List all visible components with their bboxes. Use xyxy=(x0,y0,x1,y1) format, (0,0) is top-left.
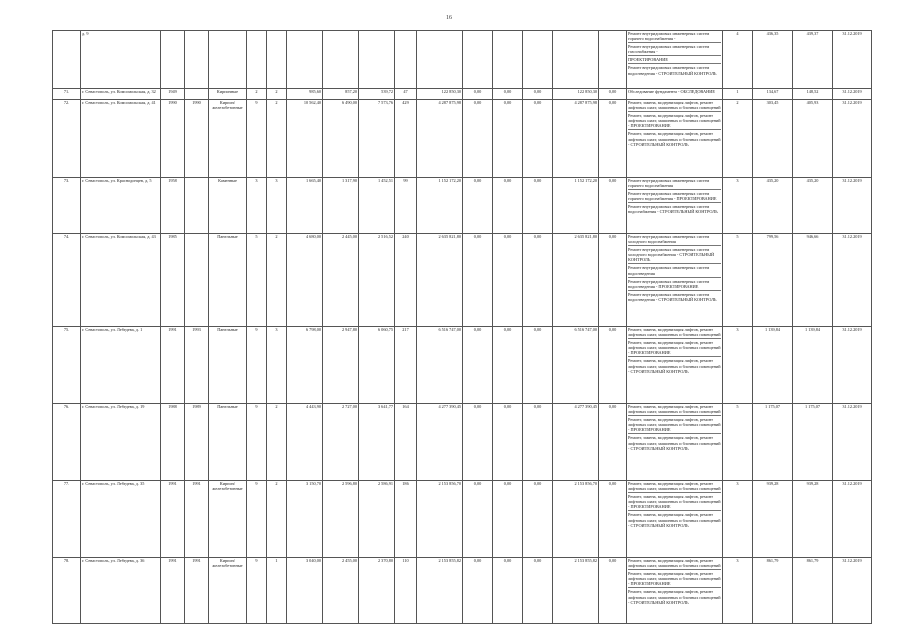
stage-cell: 1 xyxy=(723,89,753,100)
total-area-cell: 4 680,00 xyxy=(287,234,323,327)
federal-funds-cell: 0,00 xyxy=(463,234,493,327)
total-cost-cell: 1 152 172,20 xyxy=(417,178,463,234)
work-item: Ремонт, замена, модернизация лифтов, ремонт лифтовых шахт, машинных и блочных помещений - ПРОЕКТИРОВАНИЕ xyxy=(628,417,721,434)
year-built-cell: 1991 xyxy=(161,558,185,624)
entrances-cell: 2 xyxy=(267,89,287,100)
year-renovated-cell xyxy=(185,89,209,100)
regional-funds-cell: 0,00 xyxy=(493,234,523,327)
year-renovated-cell xyxy=(185,31,209,89)
stage-cell: 3 xyxy=(723,481,753,558)
floors-cell xyxy=(247,31,267,89)
limit-cost-cell: 1 139,84 xyxy=(753,327,793,404)
deadline-cell: 31.12.2019 xyxy=(833,234,872,327)
address-cell: г. Севастополь, ул. Комсомольская, д. 41 xyxy=(81,100,161,178)
work-item: Ремонт, замена, модернизация лифтов, ремонт лифтовых шахт, машинных и блочных помещений - ПРОЕКТИРОВАНИЕ xyxy=(628,494,721,511)
works-list-cell xyxy=(627,481,723,558)
entrances-cell: 2 xyxy=(267,234,287,327)
limit-cost-cell: 436,35 xyxy=(753,31,793,89)
total-cost-cell: 2 153 855,82 xyxy=(417,558,463,624)
year-renovated-cell: 1990 xyxy=(185,100,209,178)
work-item: Ремонт внутридомовых инженерных систем водоотведения - СТРОИТЕЛЬНЫЙ КОНТРОЛЬ xyxy=(628,291,717,302)
max-cost-cell: 939,28 xyxy=(793,481,833,558)
federal-funds-cell xyxy=(463,31,493,89)
work-item: Ремонт, замена, модернизация лифтов, ремонт лифтовых шахт, машинных и блочных помещений xyxy=(628,558,721,570)
total-area-cell: 4 443,90 xyxy=(287,404,323,481)
work-item: Ремонт, замена, модернизация лифтов, ремонт лифтовых шахт, машинных и блочных помещений - СТРОИТЕЛЬНЫЙ КОНТРОЛЬ xyxy=(628,512,721,528)
floors-cell: 9 xyxy=(247,404,267,481)
residents-cell: 164 xyxy=(395,404,417,481)
local-funds-cell xyxy=(523,31,553,89)
deadline-cell: 31.12.2019 xyxy=(833,178,872,234)
row-number xyxy=(53,31,81,89)
limit-cost-cell: 303,45 xyxy=(753,100,793,178)
owned-area-cell: 2 370,80 xyxy=(359,558,395,624)
works-list-cell xyxy=(627,327,723,404)
floors-cell: 5 xyxy=(247,234,267,327)
year-renovated-cell: 1993 xyxy=(185,327,209,404)
table-row xyxy=(53,327,872,404)
owners-funds-cell: 4 287 875,98 xyxy=(553,100,599,178)
work-item: Ремонт внутридомовых инженерных систем холодного водоснабжения xyxy=(628,234,721,246)
row-number: 78. xyxy=(53,558,81,624)
living-area-cell: 2 727,00 xyxy=(323,404,359,481)
floors-cell: 9 xyxy=(247,558,267,624)
year-built-cell: 1958 xyxy=(161,178,185,234)
limit-cost-cell: 134,67 xyxy=(753,89,793,100)
limit-cost-cell: 435,20 xyxy=(753,178,793,234)
wall-material-cell: Кирпич/ железобетонные xyxy=(209,558,247,624)
owners-funds-cell: 2 153 855,82 xyxy=(553,558,599,624)
stage-cell: 3 xyxy=(723,558,753,624)
work-item: Ремонт внутридомовых инженерных систем горячего водоснабжения xyxy=(628,178,721,190)
year-renovated-cell: 1991 xyxy=(185,481,209,558)
entrances-cell: 3 xyxy=(267,327,287,404)
specific-cost-cell: 0,00 xyxy=(599,100,627,178)
wall-material-cell: Кирпич/ железобетонные xyxy=(209,481,247,558)
stage-cell: 3 xyxy=(723,178,753,234)
works-list-cell xyxy=(627,100,723,178)
floors-cell: 2 xyxy=(247,89,267,100)
living-area-cell: 1 317,90 xyxy=(323,178,359,234)
local-funds-cell: 0,00 xyxy=(523,89,553,100)
wall-material-cell: Панельные xyxy=(209,234,247,327)
federal-funds-cell: 0,00 xyxy=(463,558,493,624)
row-number: 73. xyxy=(53,178,81,234)
works-list-cell xyxy=(627,89,723,100)
address-cell: г. Севастополь, ул. Лебедева, д. 19 xyxy=(81,404,161,481)
table-row xyxy=(53,234,872,327)
entrances-cell xyxy=(267,31,287,89)
residents-cell: 429 xyxy=(395,100,417,178)
year-built-cell xyxy=(161,31,185,89)
total-cost-cell xyxy=(417,31,463,89)
residents-cell: 99 xyxy=(395,178,417,234)
living-area-cell: 6 490,00 xyxy=(323,100,359,178)
total-area-cell: 1 665,40 xyxy=(287,178,323,234)
year-renovated-cell: 1989 xyxy=(185,404,209,481)
owners-funds-cell: 1 152 172,20 xyxy=(553,178,599,234)
owned-area-cell: 2 516,52 xyxy=(359,234,395,327)
max-cost-cell: 1 139,84 xyxy=(793,327,833,404)
local-funds-cell: 0,00 xyxy=(523,327,553,404)
deadline-cell: 31.12.2019 xyxy=(833,327,872,404)
work-item: Ремонт, замена, модернизация лифтов, ремонт лифтовых шахт, машинных и блочных помещений - СТРОИТЕЛЬНЫЙ КОНТРОЛЬ xyxy=(628,131,721,147)
max-cost-cell: 1 175,07 xyxy=(793,404,833,481)
year-built-cell: 1949 xyxy=(161,89,185,100)
residents-cell: 186 xyxy=(395,481,417,558)
entrances-cell: 2 xyxy=(267,100,287,178)
entrances-cell: 2 xyxy=(267,481,287,558)
row-number: 74. xyxy=(53,234,81,327)
owned-area-cell xyxy=(359,31,395,89)
regional-funds-cell: 0,00 xyxy=(493,100,523,178)
total-area-cell: 10 562,40 xyxy=(287,100,323,178)
works-list-cell xyxy=(627,404,723,481)
work-item: ПРОЕКТИРОВАНИЕ xyxy=(628,57,721,64)
row-number: 72. xyxy=(53,100,81,178)
limit-cost-cell: 799,56 xyxy=(753,234,793,327)
owned-area-cell: 6 060,75 xyxy=(359,327,395,404)
total-cost-cell: 4 277 390,45 xyxy=(417,404,463,481)
wall-material-cell: Кирпичные xyxy=(209,89,247,100)
table-row xyxy=(53,558,872,624)
deadline-cell: 31.12.2019 xyxy=(833,89,872,100)
specific-cost-cell xyxy=(599,31,627,89)
total-area-cell xyxy=(287,31,323,89)
federal-funds-cell: 0,00 xyxy=(463,481,493,558)
living-area-cell: 2 445,00 xyxy=(323,234,359,327)
work-item: Ремонт, замена, модернизация лифтов, ремонт лифтовых шахт, машинных и блочных помещений xyxy=(628,404,721,416)
entrances-cell: 3 xyxy=(267,178,287,234)
federal-funds-cell: 0,00 xyxy=(463,404,493,481)
owned-area-cell: 539,72 xyxy=(359,89,395,100)
stage-cell: 4 xyxy=(723,31,753,89)
work-item: Ремонт, замена, модернизация лифтов, ремонт лифтовых шахт, машинных и блочных помещений xyxy=(628,327,721,339)
wall-material-cell: Каменные xyxy=(209,178,247,234)
year-built-cell: 1991 xyxy=(161,327,185,404)
deadline-cell: 31.12.2019 xyxy=(833,31,872,89)
year-built-cell: 1991 xyxy=(161,481,185,558)
regional-funds-cell: 0,00 xyxy=(493,558,523,624)
max-cost-cell: 946,66 xyxy=(793,234,833,327)
table-row xyxy=(53,404,872,481)
wall-material-cell: Панельные xyxy=(209,327,247,404)
total-cost-cell: 6 516 747,00 xyxy=(417,327,463,404)
limit-cost-cell: 861,79 xyxy=(753,558,793,624)
residents-cell: 110 xyxy=(395,558,417,624)
table-row xyxy=(53,31,872,89)
max-cost-cell: 405,93 xyxy=(793,100,833,178)
work-item: Ремонт, замена, модернизация лифтов, ремонт лифтовых шахт, машинных и блочных помещений xyxy=(628,100,721,112)
work-item: Ремонт, замена, модернизация лифтов, ремонт лифтовых шахт, машинных и блочных помещений - СТРОИТЕЛЬНЫЙ КОНТРОЛЬ xyxy=(628,435,721,451)
year-renovated-cell: 1991 xyxy=(185,558,209,624)
work-item: Обследование фундамента - ОБСЛЕДОВАНИЕ xyxy=(628,89,715,94)
residents-cell: 217 xyxy=(395,327,417,404)
stage-cell: 5 xyxy=(723,404,753,481)
deadline-cell: 31.12.2019 xyxy=(833,558,872,624)
total-cost-cell: 4 287 875,98 xyxy=(417,100,463,178)
register-table-container xyxy=(52,30,862,625)
table-row xyxy=(53,178,872,234)
works-list-cell xyxy=(627,558,723,624)
address-cell: г. Севастополь, ул. Лебедева, д. 1 xyxy=(81,327,161,404)
local-funds-cell: 0,00 xyxy=(523,234,553,327)
regional-funds-cell: 0,00 xyxy=(493,327,523,404)
max-cost-cell: 439,37 xyxy=(793,31,833,89)
floors-cell: 9 xyxy=(247,100,267,178)
deadline-cell: 31.12.2019 xyxy=(833,481,872,558)
row-number: 75. xyxy=(53,327,81,404)
work-item: Ремонт внутридомовых инженерных систем горячего водоснабжения - xyxy=(628,31,721,43)
limit-cost-cell: 1 175,07 xyxy=(753,404,793,481)
work-item: Ремонт, замена, модернизация лифтов, ремонт лифтовых шахт, машинных и блочных помещений - СТРОИТЕЛЬНЫЙ КОНТРОЛЬ xyxy=(628,589,721,605)
specific-cost-cell: 0,00 xyxy=(599,178,627,234)
work-item: Ремонт, замена, модернизация лифтов, ремонт лифтовых шахт, машинных и блочных помещений - ПРОЕКТИРОВАНИЕ xyxy=(628,113,721,130)
residents-cell: 240 xyxy=(395,234,417,327)
owners-funds-cell: 6 516 747,00 xyxy=(553,327,599,404)
floors-cell: 9 xyxy=(247,327,267,404)
wall-material-cell: Панельные xyxy=(209,404,247,481)
row-number: 76. xyxy=(53,404,81,481)
owners-funds-cell: 4 277 390,45 xyxy=(553,404,599,481)
regional-funds-cell: 0,00 xyxy=(493,178,523,234)
owned-area-cell: 1 452,51 xyxy=(359,178,395,234)
regional-funds-cell: 0,00 xyxy=(493,89,523,100)
works-list-cell xyxy=(627,234,723,327)
federal-funds-cell: 0,00 xyxy=(463,327,493,404)
address-cell: г. Севастополь, ул. Краснодонцев, д. 5 xyxy=(81,178,161,234)
year-built-cell: 1985 xyxy=(161,234,185,327)
living-area-cell: 2 947,80 xyxy=(323,327,359,404)
stage-cell: 2 xyxy=(723,100,753,178)
floors-cell: 3 xyxy=(247,178,267,234)
regional-funds-cell: 0,00 xyxy=(493,404,523,481)
work-item: Ремонт, замена, модернизация лифтов, ремонт лифтовых шахт, машинных и блочных помещений - СТРОИТЕЛЬНЫЙ КОНТРОЛЬ xyxy=(628,358,721,374)
local-funds-cell: 0,00 xyxy=(523,404,553,481)
owned-area-cell: 3 641,77 xyxy=(359,404,395,481)
page-number: 16 xyxy=(446,15,452,21)
table-row xyxy=(53,89,872,100)
specific-cost-cell: 0,00 xyxy=(599,89,627,100)
year-renovated-cell xyxy=(185,234,209,327)
local-funds-cell: 0,00 xyxy=(523,100,553,178)
total-area-cell: 6 798,00 xyxy=(287,327,323,404)
specific-cost-cell: 0,00 xyxy=(599,404,627,481)
total-cost-cell: 2 153 856,70 xyxy=(417,481,463,558)
address-cell: д. 9 xyxy=(81,31,161,89)
row-number: 77. xyxy=(53,481,81,558)
owned-area-cell: 2 586,91 xyxy=(359,481,395,558)
local-funds-cell: 0,00 xyxy=(523,558,553,624)
row-number: 71. xyxy=(53,89,81,100)
owners-funds-cell: 122 850,30 xyxy=(553,89,599,100)
address-cell: г. Севастополь, ул. Лебедева, д. 35 xyxy=(81,481,161,558)
regional-funds-cell xyxy=(493,31,523,89)
total-area-cell: 3 150,70 xyxy=(287,481,323,558)
address-cell: г. Севастополь, ул. Комсомольская, д. 32 xyxy=(81,89,161,100)
work-item: Ремонт внутридомовых инженерных систем горячего водоснабжения - ПРОЕКТИРОВАНИЕ xyxy=(628,191,721,203)
work-item: Ремонт внутридомовых инженерных систем водоотведения - ПРОЕКТИРОВАНИЕ xyxy=(628,279,721,291)
max-cost-cell: 148,52 xyxy=(793,89,833,100)
specific-cost-cell: 0,00 xyxy=(599,234,627,327)
total-cost-cell: 122 850,30 xyxy=(417,89,463,100)
wall-material-cell xyxy=(209,31,247,89)
deadline-cell: 31.12.2019 xyxy=(833,404,872,481)
entrances-cell: 2 xyxy=(267,404,287,481)
table-row xyxy=(53,481,872,558)
work-item: Ремонт внутридомовых инженерных систем газоснабжения - xyxy=(628,44,721,56)
work-item: Ремонт внутридомовых инженерных систем водоотведения - СТРОИТЕЛЬНЫЙ КОНТРОЛЬ xyxy=(628,65,717,76)
owned-area-cell: 7 573,76 xyxy=(359,100,395,178)
work-item: Ремонт, замена, модернизация лифтов, ремонт лифтовых шахт, машинных и блочных помещений - ПРОЕКТИРОВАНИЕ xyxy=(628,340,721,357)
works-list-cell xyxy=(627,31,723,89)
wall-material-cell: Кирпич/ железобетонные xyxy=(209,100,247,178)
local-funds-cell: 0,00 xyxy=(523,481,553,558)
specific-cost-cell: 0,00 xyxy=(599,327,627,404)
stage-cell: 3 xyxy=(723,327,753,404)
specific-cost-cell: 0,00 xyxy=(599,558,627,624)
address-cell: г. Севастополь, ул. Лебедева, д. 36 xyxy=(81,558,161,624)
residents-cell: 47 xyxy=(395,89,417,100)
total-cost-cell: 2 635 821,80 xyxy=(417,234,463,327)
limit-cost-cell: 939,28 xyxy=(753,481,793,558)
residents-cell xyxy=(395,31,417,89)
work-item: Ремонт внутридомовых инженерных систем водоснабжения - СТРОИТЕЛЬНЫЙ КОНТРОЛЬ xyxy=(628,204,718,215)
owners-funds-cell: 2 153 856,70 xyxy=(553,481,599,558)
living-area-cell: 857,20 xyxy=(323,89,359,100)
regional-funds-cell: 0,00 xyxy=(493,481,523,558)
floors-cell: 9 xyxy=(247,481,267,558)
table-row xyxy=(53,100,872,178)
federal-funds-cell: 0,00 xyxy=(463,89,493,100)
owners-funds-cell xyxy=(553,31,599,89)
address-cell: г. Севастополь, ул. Комсомольская, д. 43 xyxy=(81,234,161,327)
living-area-cell: 2 596,80 xyxy=(323,481,359,558)
capital-repair-register-table xyxy=(52,30,872,624)
max-cost-cell: 435,20 xyxy=(793,178,833,234)
living-area-cell xyxy=(323,31,359,89)
work-item: Ремонт, замена, модернизация лифтов, ремонт лифтовых шахт, машинных и блочных помещений - ПРОЕКТИРОВАНИЕ xyxy=(628,571,721,588)
entrances-cell: 1 xyxy=(267,558,287,624)
work-item: Ремонт, замена, модернизация лифтов, ремонт лифтовых шахт, машинных и блочных помещений xyxy=(628,481,721,493)
federal-funds-cell: 0,00 xyxy=(463,178,493,234)
max-cost-cell: 861,79 xyxy=(793,558,833,624)
deadline-cell: 31.12.2019 xyxy=(833,100,872,178)
owners-funds-cell: 2 635 821,80 xyxy=(553,234,599,327)
living-area-cell: 2 455,00 xyxy=(323,558,359,624)
work-item: Ремонт внутридомовых инженерных систем холодного водоснабжения - СТРОИТЕЛЬНЫЙ КОНТРОЛЬ xyxy=(628,247,721,264)
year-built-cell: 1988 xyxy=(161,404,185,481)
federal-funds-cell: 0,00 xyxy=(463,100,493,178)
total-area-cell: 3 040,00 xyxy=(287,558,323,624)
local-funds-cell: 0,00 xyxy=(523,178,553,234)
works-list-cell xyxy=(627,178,723,234)
year-built-cell: 1990 xyxy=(161,100,185,178)
year-renovated-cell xyxy=(185,178,209,234)
stage-cell: 5 xyxy=(723,234,753,327)
work-item: Ремонт внутридомовых инженерных систем водоотведения xyxy=(628,265,721,277)
total-area-cell: 985,60 xyxy=(287,89,323,100)
specific-cost-cell: 0,00 xyxy=(599,481,627,558)
